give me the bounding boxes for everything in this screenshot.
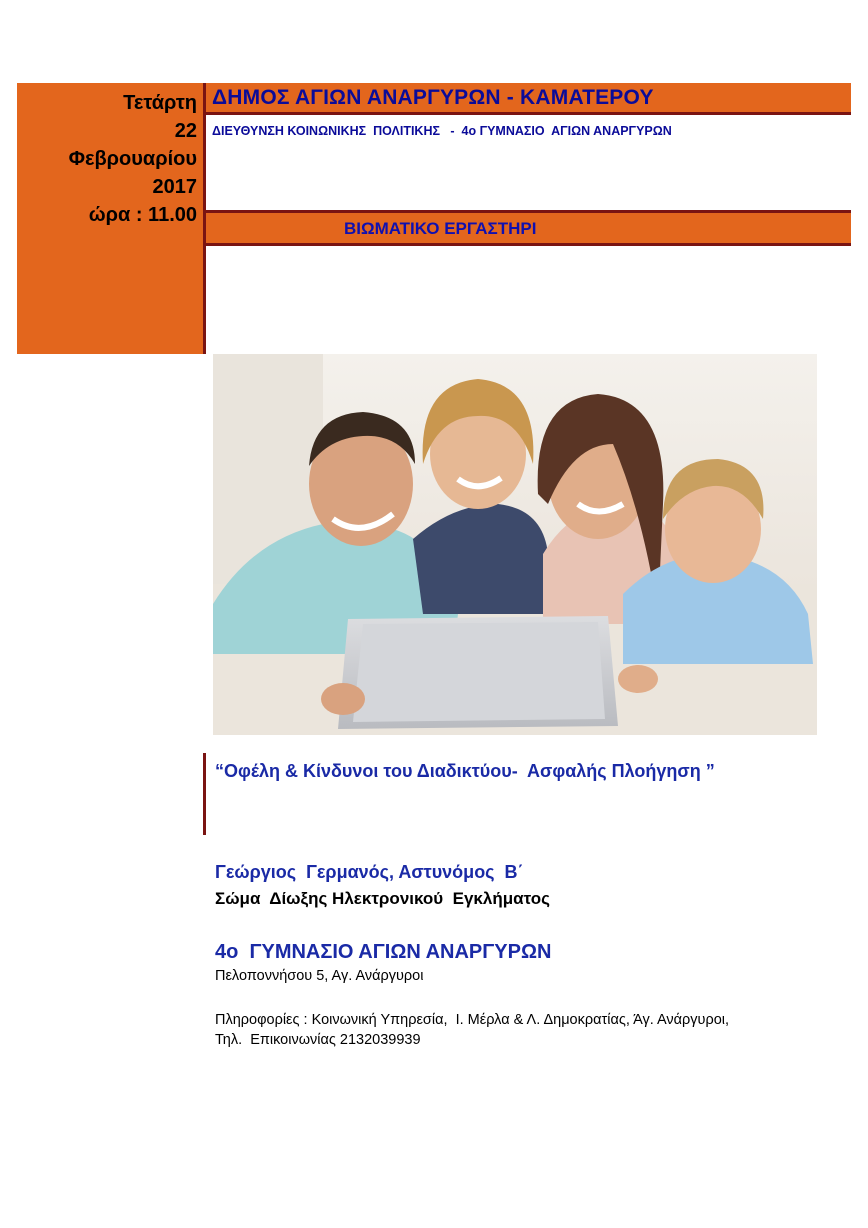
info-line-2: Τηλ. Επικοινωνίας 2132039939 (215, 1032, 421, 1048)
workshop-title: ΒΙΩΜΑΤΙΚΟ ΕΡΓΑΣΤΗΡΙ (344, 219, 537, 238)
date-number: 22 (174, 120, 197, 142)
date-time: ώρα : 11.00 (88, 204, 197, 226)
topic-rule (203, 753, 206, 835)
venue-name: 4ο ΓΥΜΝΑΣΙΟ ΑΓΙΩΝ ΑΝΑΡΓΥΡΩΝ (215, 941, 552, 963)
date-day: Τετάρτη (123, 92, 197, 114)
organization-title: ΔΗΜΟΣ ΑΓΙΩΝ ΑΝΑΡΓΥΡΩΝ - ΚΑΜΑΤΕΡΟΥ (212, 86, 654, 109)
date-month: Φεβρουαρίου (68, 148, 197, 170)
speaker-name: Γεώργιος Γερμανός, Αστυνόμος Β΄ (215, 862, 524, 882)
family-laptop-photo (213, 354, 817, 735)
date-year: 2017 (152, 176, 197, 198)
speaker-unit: Σώμα Δίωξης Ηλεκτρονικού Εγκλήματος (215, 889, 550, 908)
info-line-1: Πληροφορίες : Κοινωνική Υπηρεσία, Ι. Μέρλα & Λ. Δημοκρατίας, Άγ. Ανάργυροι, (215, 1012, 730, 1028)
event-topic: “Οφέλη & Κίνδυνοι του Διαδικτύου- Ασφαλής Πλοήγηση ” (215, 761, 715, 781)
venue-address: Πελοποννήσου 5, Αγ. Ανάργυροι (215, 968, 424, 984)
event-date (69, 89, 197, 229)
workshop-rule-bottom (206, 243, 851, 246)
date-panel (17, 83, 203, 354)
department-subtitle: ΔΙΕΥΘΥΝΣΗ ΚΟΙΝΩΝΙΚΗΣ ΠΟΛΙΤΙΚΗΣ - 4ο ΓΥΜΝΑΣΙΟ ΑΓΙΩΝ ΑΝΑΡΓΥΡΩΝ (212, 124, 672, 138)
header-rule (206, 112, 851, 115)
